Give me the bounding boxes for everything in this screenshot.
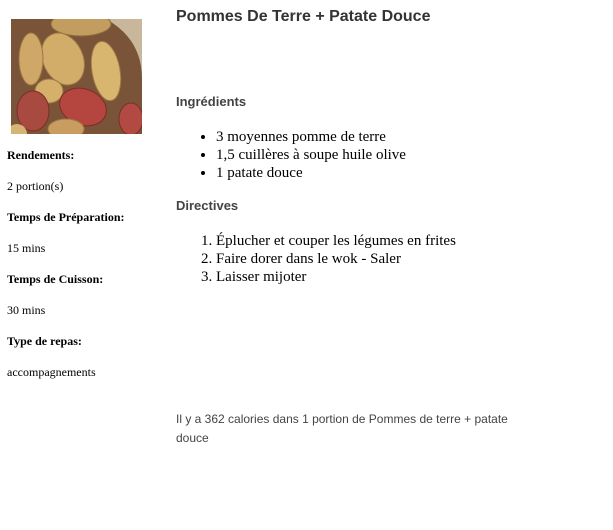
yield-label: Rendements: bbox=[7, 148, 75, 162]
ingredients-list bbox=[176, 128, 406, 182]
cook-time-label: Temps de Cuisson: bbox=[7, 272, 104, 286]
recipe-title: Pommes De Terre + Patate Douce bbox=[176, 8, 431, 25]
prep-time-value: 15 mins bbox=[7, 241, 46, 255]
direction-step: 2. Faire dorer dans le wok - Saler bbox=[216, 250, 456, 268]
directions-heading: Directives bbox=[176, 198, 239, 213]
cook-time-value: 30 mins bbox=[7, 303, 46, 317]
meal-type-value: accompagnements bbox=[7, 365, 96, 379]
recipe-photo bbox=[11, 19, 142, 134]
calories-note: Il y a 362 calories dans 1 portion de Pommes de terre + patate douce bbox=[176, 412, 508, 445]
potatoes-photo bbox=[11, 19, 142, 134]
meal-type-label: Type de repas: bbox=[7, 334, 82, 348]
prep-time-label: Temps de Préparation: bbox=[7, 210, 125, 224]
direction-step: 1. Éplucher et couper les légumes en frites bbox=[216, 232, 456, 250]
ingredient-item: • 1 patate douce bbox=[216, 164, 406, 182]
ingredients-heading: Ingrédients bbox=[176, 94, 247, 109]
yield-value: 2 portion(s) bbox=[7, 179, 64, 193]
recipe-meta bbox=[7, 146, 157, 394]
directions-list bbox=[176, 232, 456, 286]
ingredient-item: • 1,5 cuillères à soupe huile olive bbox=[216, 146, 406, 164]
direction-step: 3. Laisser mijoter bbox=[216, 268, 456, 286]
ingredient-item: • 3 moyennes pomme de terre bbox=[216, 128, 406, 146]
